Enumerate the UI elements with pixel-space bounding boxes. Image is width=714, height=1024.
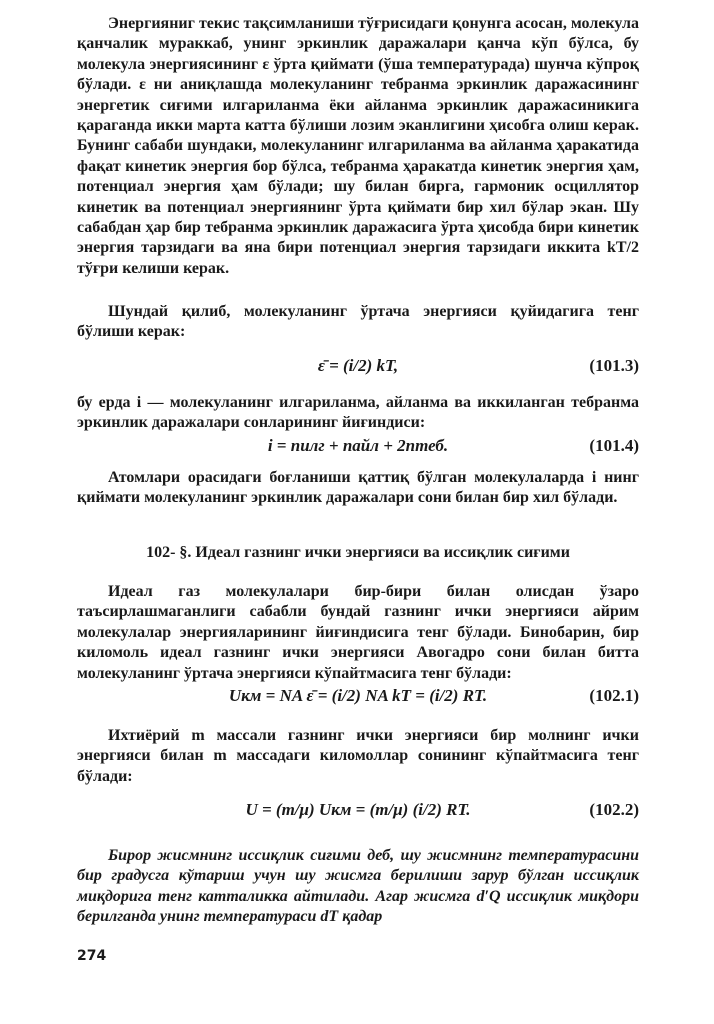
equation-formula: ε̄ = (i/2) kT, — [317, 356, 399, 375]
equation-formula: i = nилг + nайл + 2nтеб. — [267, 436, 449, 455]
equation-number: (102.1) — [589, 686, 639, 705]
paragraph-ideal-gas: Идеал газ молекулалари бир-бири билан олисдан ўзаро таъсирлашмаганлиги сабабли бундай газнинг ички энергияси айрим молекулалар энергияларининг йиғиндисига тенг бўлади. Бинобарин, бир киломоль идеал газнинг ички энергияси Авогадро сони билан битта молекуланинг ўртача энергияси кўпайтмасига тенг бўлади: — [77, 583, 639, 682]
equation-number: (101.3) — [589, 356, 639, 375]
paragraph-where-i: бу ерда i — молекуланинг илгариланма, айланма ва иккиланган тебранма эркинлик даражалари сонларининг йиғиндиси: — [77, 394, 639, 432]
equation-number: (101.4) — [589, 436, 639, 455]
page-number: 274 — [77, 948, 107, 964]
equation-102-1 — [77, 682, 639, 710]
paragraph-energy-distribution: Энергияниг текис тақсимланиши тўғрисидаги қонунга асосан, молекула қанчалик мураккаб, унинг эркинлик даражалари қанча кўп бўлса, бу молекула энергиясининг ε ўрта қиймати (ўша температурада) шунча кўпроқ бўлади. ε ни аниқлашда молекуланинг тебранма эркинлик даражасининг энергетик сиғими илгариланма ёки айланма эркинлик даражасиникига қараганда икки марта катта бўлиши лозим эканлигини ҳисобга олиш керак. Бунинг сабаби шундаки, молекуланинг илгариланма ва айланма ҳаракатида фақат кинетик энергия бор бўлса, тебранма ҳаракатда кинетик энергия ҳам, потенциал энергия ҳам бўлади; шу билан бирга, гармоник осциллятор кинетик ва потенциал энергиянинг ўрта қиймати бир хил бўлар экан. Шу сабабдан ҳар бир тебранма эркинлик даражасига ўрта ҳисобда бири кинетик энергия тарзидаги ва яна бири потенциал энергия тарзидаги иккита kT/2 тўғри келиши керак. — [77, 15, 639, 277]
paragraph-arbitrary-mass: Ихтиёрий m массали газнинг ички энергияси бир молнинг ички энергияси билан m массадаги киломоллар сонининг кўпайтмасига тенг бўлади: — [77, 727, 639, 785]
equation-101-3 — [77, 352, 639, 380]
equation-formula: U = (m/μ) Uкм = (m/μ) (i/2) RT. — [245, 800, 471, 819]
equation-102-2 — [77, 796, 639, 824]
equation-number: (102.2) — [589, 800, 639, 819]
paragraph-rigid-molecules: Атомлари орасидаги боғланиши қаттиқ бўлган молекулаларда i нинг қиймати молекуланинг эркинлик даражалари сони билан бир хил бўлади. — [77, 469, 639, 507]
equation-101-4 — [77, 432, 639, 460]
paragraph-heat-capacity-definition: Бирор жисмнинг иссиқлик сиғими деб, шу жисмнинг температурасини бир градусга кўтариш учун шу жисмга берилиши зарур бўлган иссиқлик миқдорига тенг катталикка айтилади. Агар жисмга d′Q иссиқлик миқдори берилганда унинг температураси dT қадар — [77, 847, 639, 926]
section-heading-102: 102- §. Идеал газнинг ички энергияси ва иссиқлик сиғими — [146, 544, 570, 561]
paragraph-thus-average-energy: Шундай қилиб, молекуланинг ўртача энергияси қуйидагига тенг бўлиши керак: — [77, 303, 639, 341]
equation-formula: Uкм = NA ε̄ = (i/2) NA kT = (i/2) RT. — [228, 686, 488, 705]
